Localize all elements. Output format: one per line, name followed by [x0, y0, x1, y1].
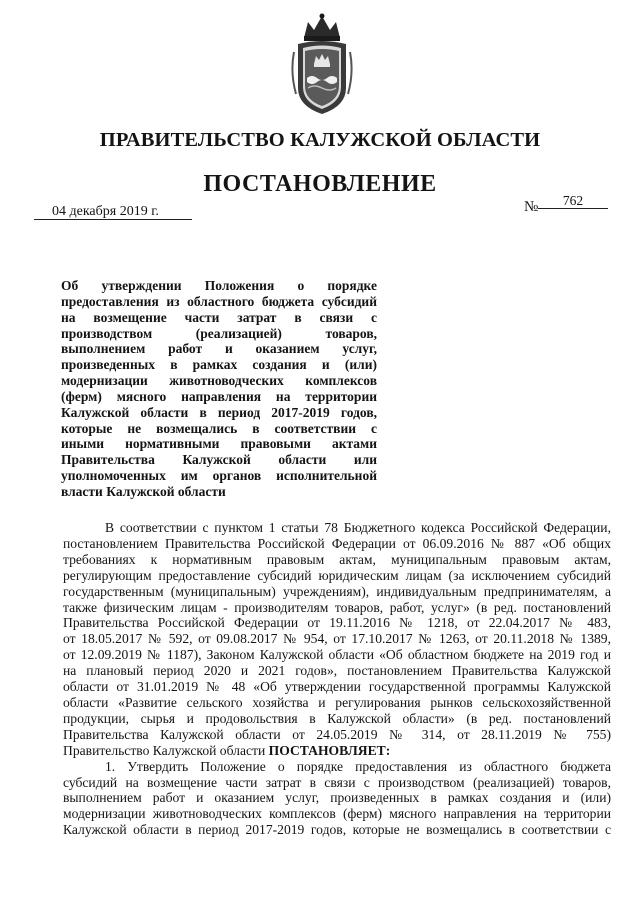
preamble-line: Правительства Калужской области от 24.05.2019 № 314, от 28.11.2019 № 755) [63, 726, 611, 742]
subject-line: выполнением работ и оказанием услуг, [61, 341, 377, 357]
preamble-line: от 18.05.2017 № 592, от 09.08.2017 № 954, от 17.10.2017 № 1263, от 20.11.2018 № 1389, [63, 631, 611, 647]
subject-line: модернизации животноводческих комплексов [61, 373, 377, 389]
preamble-line: регулирующим предоставление субсидий юридическим лицам (за исключением субсидий [63, 567, 611, 583]
preamble-line: Правительства Российской Федерации от 19.11.2016 № 1218, от 22.04.2017 № 483, [63, 615, 611, 631]
item-1-line: Калужской области в период 2017-2019 годов, которые не возмещались в соответствии с [63, 822, 611, 838]
subject-line: (ферм) мясного направления на территории [61, 388, 377, 404]
resolution-prefix: Правительство Калужской области [63, 742, 269, 758]
preamble-line: от 12.09.2019 № 1187), Законом Калужской области «Об областном бюджете на 2019 год и [63, 647, 611, 663]
document-type-title: ПОСТАНОВЛЕНИЕ [203, 171, 437, 197]
item-1-line: субсидий на возмещение части затрат в связи с производством (реализацией) товаров, [63, 774, 611, 790]
item-1-paragraph [63, 759, 611, 839]
subject-line: уполномоченных им органов исполнительной [61, 468, 377, 484]
subject-line: предоставления из областного бюджета субсидий [61, 293, 377, 309]
preamble-paragraph [63, 520, 611, 743]
subject-line: Об утверждении Положения о порядке [61, 278, 377, 293]
document-subject [61, 278, 377, 500]
document-body [63, 520, 611, 838]
preamble-line: В соответствии с пунктом 1 статьи 78 Бюджетного кодекса Российской Федерации, [105, 520, 611, 535]
preamble-line: на плановый период 2020 и 2021 годов», постановлением Правительства Калужской [63, 663, 611, 679]
subject-line: производством (реализацией) товаров, [61, 325, 377, 341]
preamble-line: государственным (муниципальным) учреждениям), индивидуальным предпринимателям, а [63, 583, 611, 599]
preamble-line: постановлением Правительства Российской Федерации от 06.09.2016 № 887 «Об общих [63, 535, 611, 551]
subject-line: которые не возмещались в соответствии с [61, 420, 377, 436]
subject-line: Правительства Калужской области или [61, 452, 377, 468]
preamble-line: области «Развитие сельского хозяйства и регулирования рынков сельскохозяйственной [63, 694, 611, 710]
item-1-line: модернизации животноводческих комплексов (ферм) мясного направления на территории [63, 806, 611, 822]
item-1-line: 1. Утвердить Положение о порядке предоставления из областного бюджета [105, 758, 611, 774]
preamble-line: также физическим лицам - производителям товаров, работ, услуг» (в ред. постановлений [63, 599, 611, 615]
coat-of-arms-icon [290, 12, 354, 118]
preamble-line: области от 31.01.2019 № 48 «Об утверждении государственной программы Калужской [63, 679, 611, 695]
resolution-line [63, 743, 611, 759]
subject-line: на возмещение части затрат в связи с [61, 309, 377, 325]
number-sign: № [524, 199, 539, 215]
subject-line: иными нормативными правовыми актами [61, 436, 377, 452]
subject-line: произведенных в рамках создания и (или) [61, 357, 377, 373]
preamble-line: требованиях к нормативным правовым актам, муниципальным правовым актам, [63, 551, 611, 567]
subject-line: власти Калужской области [61, 483, 226, 499]
resolution-word: ПОСТАНОВЛЯЕТ: [268, 742, 391, 758]
government-title: ПРАВИТЕЛЬСТВО КАЛУЖСКОЙ ОБЛАСТИ [99, 129, 541, 151]
preamble-line: продукции, сырья и продовольствия в Калужской области» (в ред. постановлений [63, 710, 611, 726]
subject-line: Калужской области в период 2017-2019 годов, [61, 404, 377, 420]
document-date: 04 декабря 2019 г. [34, 204, 192, 220]
item-1-line: выполнением работ и оказанием услуг, произведенных в рамках создания и (или) [63, 790, 611, 806]
document-number: 762 [538, 193, 608, 209]
